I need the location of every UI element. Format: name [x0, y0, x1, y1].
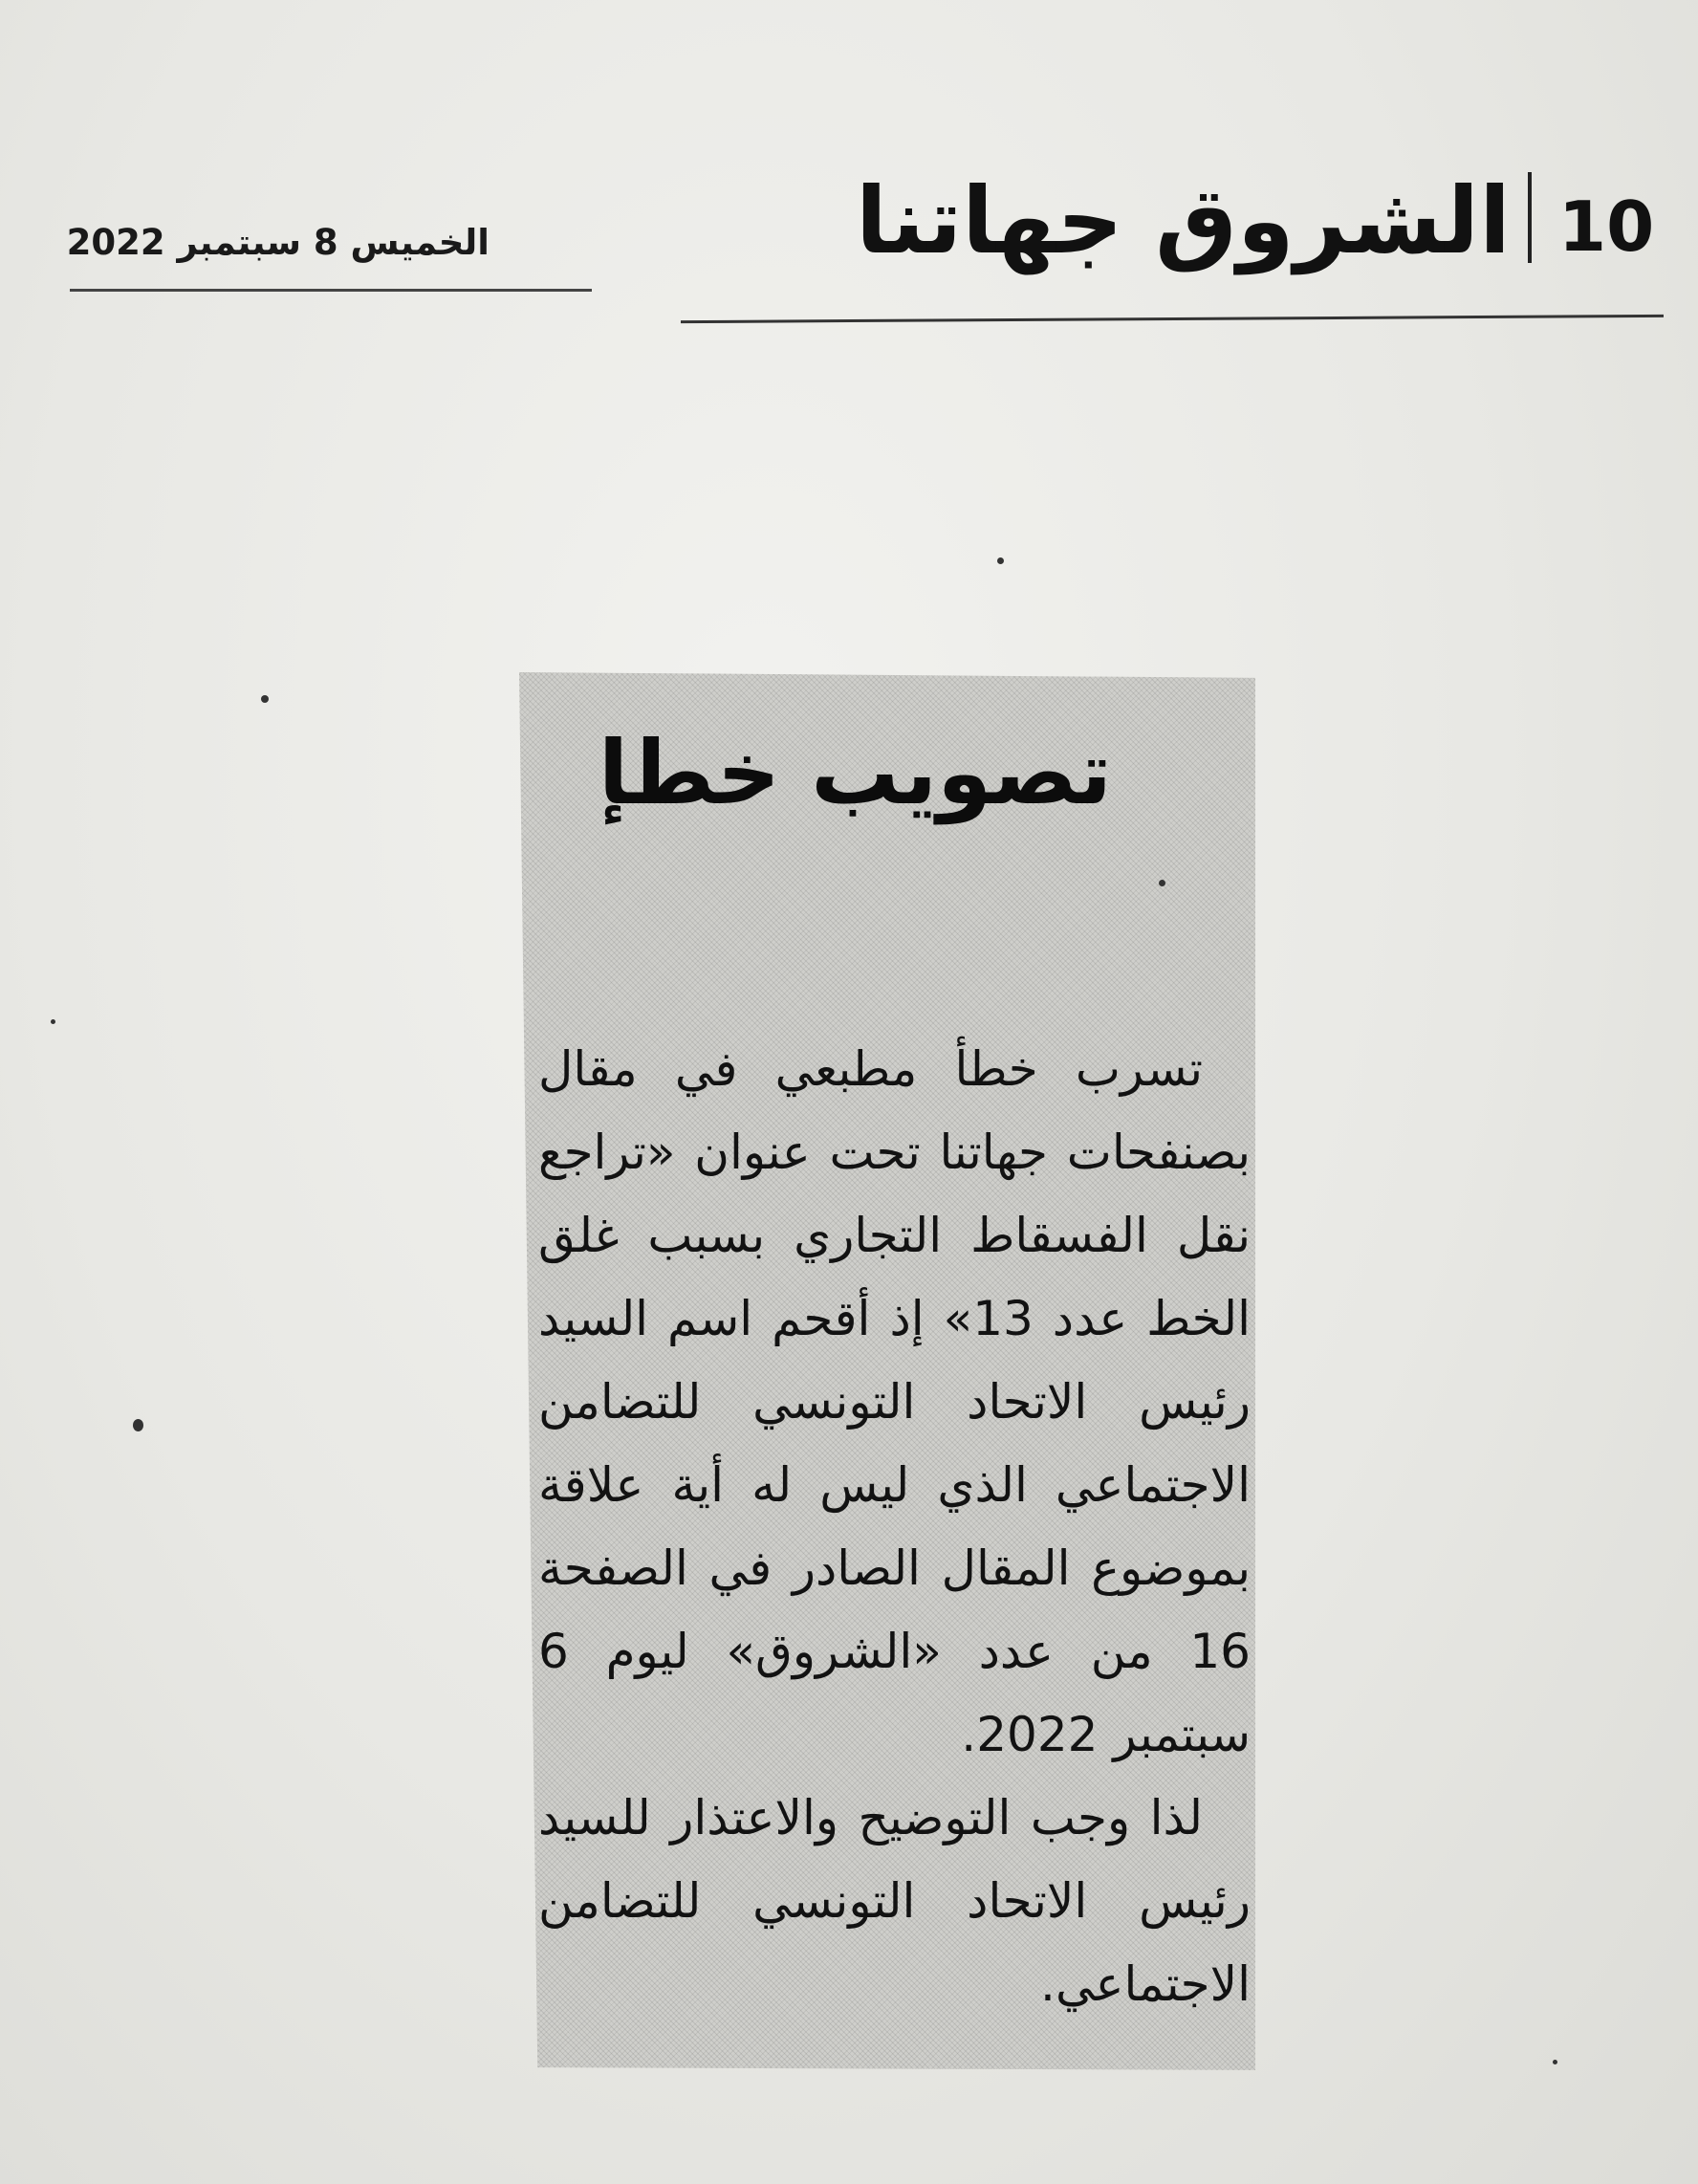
- clipping-body: [538, 1028, 1251, 2026]
- ink-speck: [261, 695, 269, 703]
- ink-speck: [1553, 2060, 1557, 2064]
- ink-speck: [51, 1019, 55, 1024]
- clipping-paragraph: تسرب خطأ مطبعي في مقال بصنفحات جهاتنا تحت عنوان «تراجع نقل الفسقاط التجاري بسبب غلق الخط عدد 13» إذ أقحم اسم السيد رئيس الاتحاد التونسي للتضامن الاجتماعي الذي ليس له أية علاقة بموضوع المقال الصادر في الصفحة 16 من عدد «الشروق» ليوم 6 سبتمبر 2022.: [538, 1041, 1251, 1762]
- header-separator: [1528, 172, 1532, 263]
- clipping-paragraph: لذا وجب التوضيح والاعتذار للسيد رئيس الاتحاد التونسي للتضامن الاجتماعي.: [538, 1790, 1251, 2012]
- ink-speck: [997, 557, 1004, 564]
- section-title: الشروق جهاتنا: [855, 167, 1511, 274]
- issue-date: الخميس 8 سبتمبر 2022: [66, 222, 490, 263]
- date-rule: [70, 289, 592, 292]
- clipping-title: تصويب خطإ: [598, 722, 1112, 824]
- ink-speck: [133, 1419, 143, 1431]
- page-number: 10: [1558, 186, 1655, 267]
- ink-speck: [1159, 880, 1165, 886]
- header-rule: [681, 315, 1664, 323]
